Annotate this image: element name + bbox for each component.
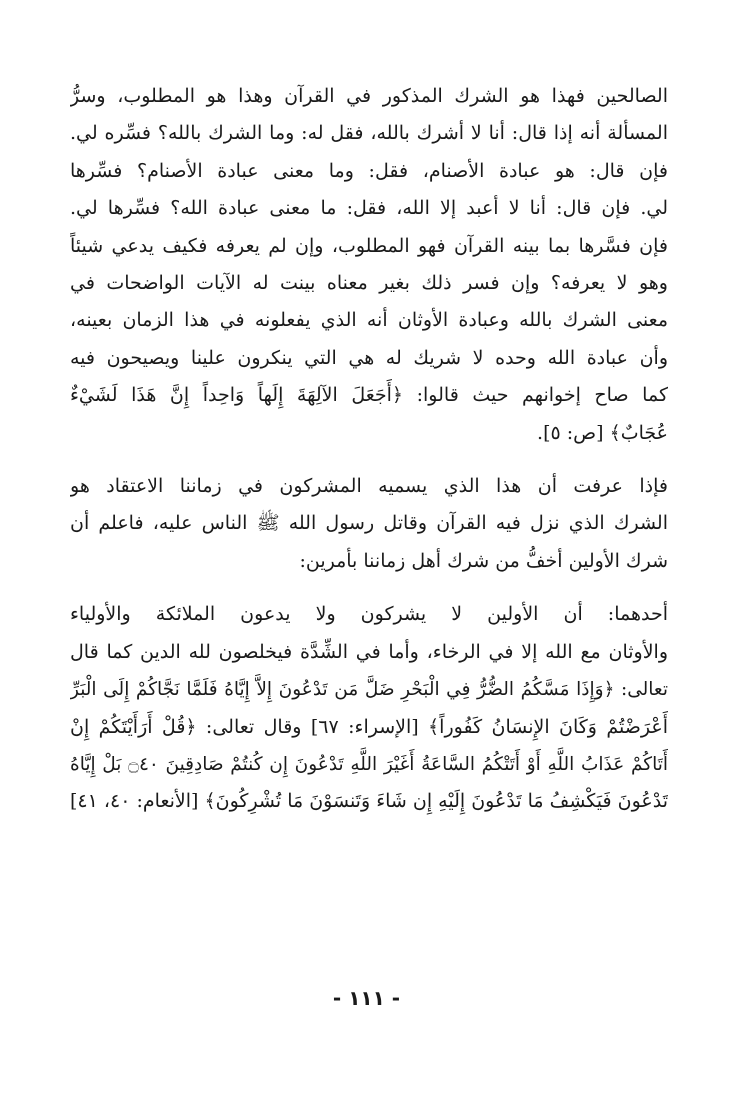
paragraph-3 [70, 596, 668, 820]
paragraph-2 [70, 468, 668, 580]
text-line: تَدْعُونَ فَيَكْشِفُ مَا تَدْعُونَ إِلَيْهِ إِن شَاءَ وَتَنسَوْنَ مَا تُشْرِكُونَ﴾ [الأنعام: ٤٠، ٤١] [70, 790, 668, 813]
text-line: والأوثان مع الله إلا في الرخاء، وأما في الشِّدَّة فيخلصون لله الدين كما قال [70, 640, 668, 663]
paragraph-spacer [70, 452, 668, 468]
text-line: عُجَابٌ﴾ [ص: ٥]. [537, 421, 668, 444]
text-line: أحدهما: أن الأولين لا يشركون ولا يدعون الملائكة والأولياء [70, 603, 668, 626]
page-body [70, 78, 668, 821]
text-line: أَتَاكُمْ عَذَابُ اللَّهِ أَوْ أَتَتْكُمُ السَّاعَةُ أَغَيْرَ اللَّهِ تَدْعُونَ إِن كُنتُمْ صَادِقِينَ ۝٤٠ بَلْ إِيَّاهُ [70, 753, 668, 775]
text-line: تعالى: ﴿وَإِذَا مَسَّكُمُ الضُّرُّ فِي الْبَحْرِ ضَلَّ مَن تَدْعُونَ إِلاَّ إِيَّاهُ فَلَمَّا نَجَّاكُمْ إِلَى الْبَرِّ [70, 679, 668, 701]
text-line: وهو لا يعرفه؟ وإن فسر ذلك بغير معناه بينت له الآيات الواضحات في [70, 272, 668, 295]
text-line: الشرك الذي نزل فيه القرآن وقاتل رسول الله ﷺ الناس عليه، فاعلم أن [70, 512, 668, 535]
text-line: لي. فإن قال: أنا لا أعبد إلا الله، فقل: ما معنى عبادة الله؟ فسِّرها لي. [70, 197, 668, 220]
text-line: فإن قال: هو عبادة الأصنام، فقل: وما معنى عبادة الأصنام؟ فسِّرها [70, 159, 668, 182]
text-line: كما صاح إخوانهم حيث قالوا: ﴿أَجَعَلَ الآلِهَةَ إِلَهاً وَاحِداً إِنَّ هَذَا لَشَيْءٌ [70, 384, 668, 407]
text-line: المسألة أنه إذا قال: أنا لا أشرك بالله، فقل له: وما الشرك بالله؟ فسِّره لي. [70, 122, 668, 145]
paragraph-spacer [70, 580, 668, 596]
paragraph-1 [70, 78, 668, 452]
text-line: معنى الشرك بالله وعبادة الأوثان أنه الذي يفعلونه في هذا الزمان بعينه، [70, 309, 668, 332]
page-number: - ١١١ - [332, 986, 401, 1010]
text-line: فإن فسَّرها بما بينه القرآن فهو المطلوب، وإن لم يعرفه فكيف يدعي شيئاً [70, 234, 668, 257]
text-line: الصالحين فهذا هو الشرك المذكور في القرآن وهذا هو المطلوب، وسرُّ [70, 85, 668, 107]
text-line: وأن عبادة الله وحده لا شريك له هي التي ينكرون علينا ويصيحون فيه [70, 346, 668, 369]
text-line: فإذا عرفت أن هذا الذي يسميه المشركون في زماننا الاعتقاد هو [70, 475, 668, 498]
text-line: أَعْرَضْتُمْ وَكَانَ الإِنسَانُ كَفُوراً﴾ [الإسراء: ٦٧] وقال تعالى: ﴿قُلْ أَرَأَيْتَكُمْ إِنْ [70, 715, 668, 738]
text-line: شرك الأولين أخفُّ من شرك أهل زماننا بأمرين: [299, 549, 668, 572]
